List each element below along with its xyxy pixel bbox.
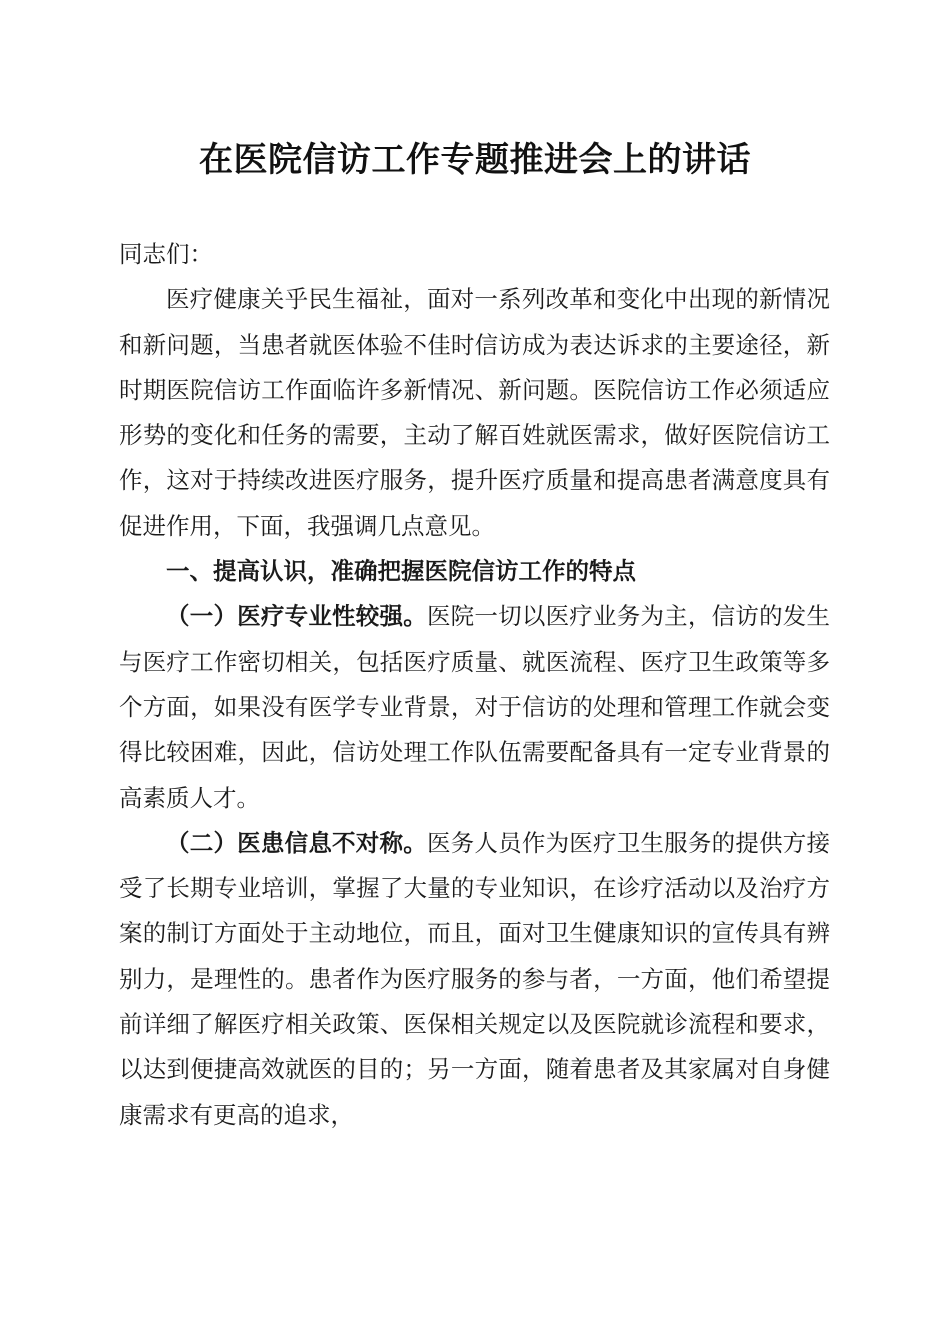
document-title: 在医院信访工作专题推进会上的讲话	[199, 140, 751, 180]
item-heading-1: （一）医疗专业性较强。	[166, 602, 427, 631]
salutation: 同志们：	[119, 240, 213, 268]
intro-paragraph: 医疗健康关乎民生福祉，面对一系列改革和变化中出现的新情况和新问题，当患者就医体验不佳时信访成为表达诉求的主要途径，新时期医院信访工作面临许多新情况、新问题。医院信访工作必须适应形势的变化和任务的需要，主动了解百姓就医需求，做好医院信访工作，这对于持续改进医疗服务，提升医疗质量和提高患者满意度具有促进作用，下面，我强调几点意见。	[119, 285, 830, 540]
item-text-2: 医务人员作为医疗卫生服务的提供方接受了长期专业培训，掌握了大量的专业知识，在诊疗活动以及治疗方案的制订方面处于主动地位，而且，面对卫生健康知识的宣传具有辨别力，是理性的。患者作为医疗服务的参与者，一方面，他们希望提前详细了解医疗相关政策、医保相关规定以及医院就诊流程和要求，以达到便捷高效就医的目的；另一方面，随着患者及其家属对自身健康需求有更高的追求，	[119, 828, 831, 1129]
item-heading-2: （二）医患信息不对称。	[166, 828, 427, 857]
document-body	[119, 232, 830, 1138]
item-paragraph-2	[119, 821, 830, 1138]
item-paragraph-1	[119, 594, 830, 820]
section-heading-1: 一、提高认识，准确把握医院信访工作的特点	[166, 557, 636, 586]
item-text-1: 医院一切以医疗业务为主，信访的发生与医疗工作密切相关，包括医疗质量、就医流程、医疗卫生政策等多个方面，如果没有医学专业背景，对于信访的处理和管理工作就会变得比较困难，因此，信访处理工作队伍需要配备具有一定专业背景的高素质人才。	[119, 602, 831, 812]
